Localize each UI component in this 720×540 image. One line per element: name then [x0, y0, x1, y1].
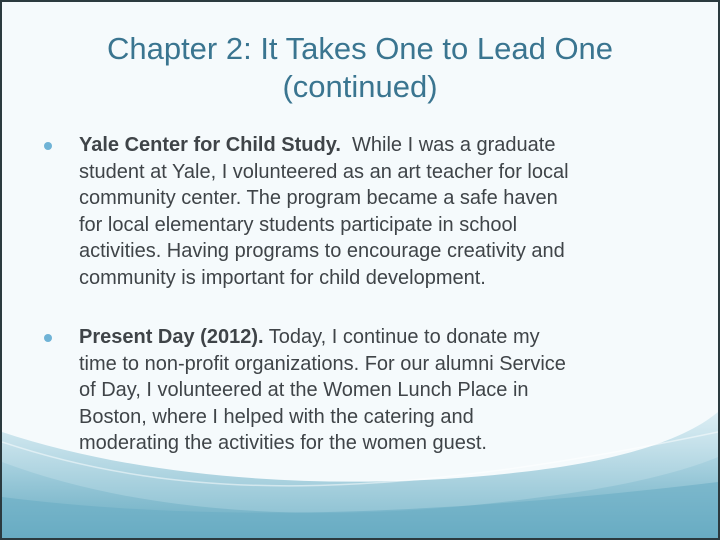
bullet-line: moderating the activities for the women guest.	[79, 432, 487, 454]
bullet-icon	[44, 142, 52, 150]
bullet-icon	[44, 334, 52, 342]
slide-title	[2, 30, 718, 106]
title-line-1: Chapter 2: It Takes One to Lead One	[106, 31, 614, 66]
bullet-line: for local elementary students participate in school	[79, 213, 518, 236]
bullet-line: community center. The program became a safe haven	[79, 187, 558, 209]
bullet-line: community is important for child development.	[79, 266, 486, 289]
bullet-heading: Yale Center for Child Study.	[79, 134, 341, 156]
bullet-line: Today, I continue to donate my	[263, 326, 540, 348]
bullet-line: of Day, I volunteered at the Women Lunch Place in	[79, 379, 529, 401]
bullet-line: While I was a graduate	[340, 134, 556, 156]
title-line-2: (continued)	[282, 69, 438, 104]
bullet-line: activities. Having programs to encourage creativity and	[79, 240, 565, 262]
bullet-line: student at Yale, I volunteered as an art teacher for local	[79, 160, 569, 183]
bullet-text	[79, 324, 709, 457]
bullet-heading: Present Day (2012).	[79, 326, 264, 348]
bullet-line: Boston, where I helped with the catering and	[79, 405, 474, 428]
bullet-text	[79, 132, 709, 291]
bullet-line: time to non-profit organizations. For our alumni Service	[79, 352, 566, 375]
